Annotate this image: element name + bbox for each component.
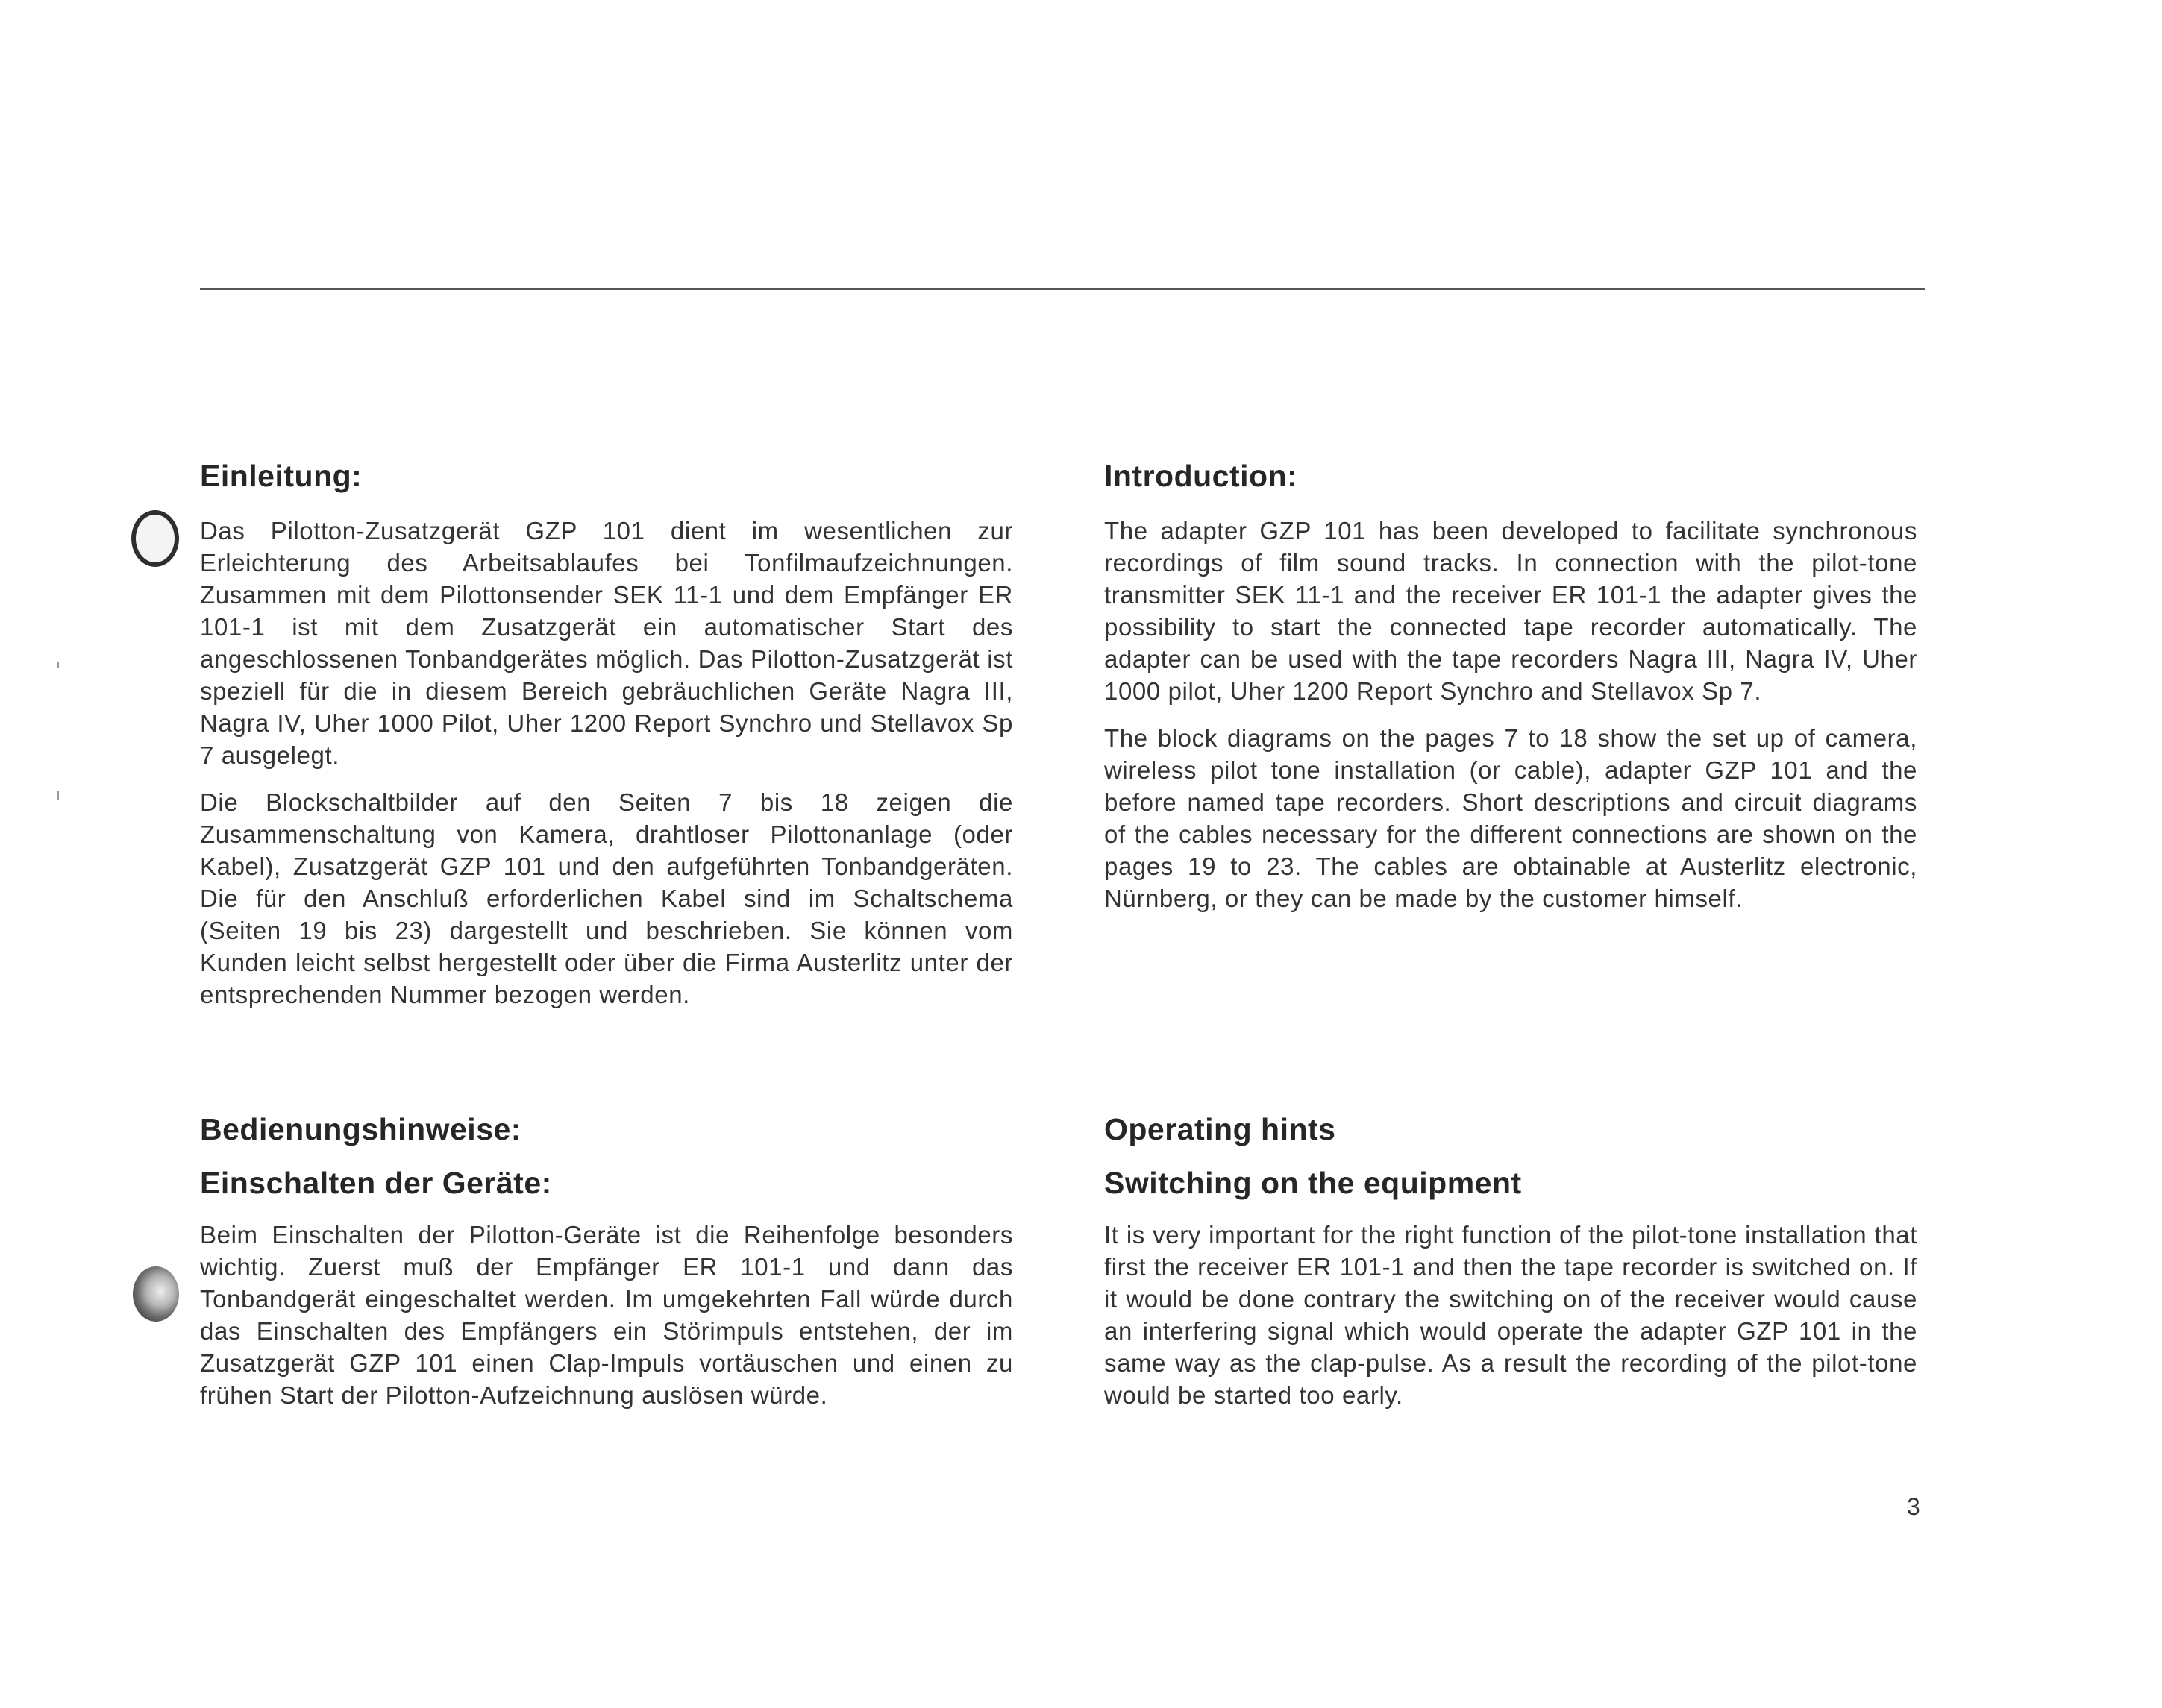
scan-speck: [57, 662, 59, 668]
english-intro-section: [1104, 455, 1917, 914]
german-switching-paragraph: Beim Einschalten der Pilotton-Geräte ist die Reihenfolge besonders wichtig. Zuerst muß der Empfänger ER 101-1 und dann das Tonbandgerät eingeschaltet werden. Im umgekehrten Fall würde durch das Einschalten des Empfängers ein Störimpuls entstehen, der im Zusatzgerät GZP 101 einen Clap-Impuls vortäuschen und einen zu frühen Start der Pilotton-Aufzeichnung auslösen würde.: [200, 1221, 1013, 1409]
german-operating-section: [200, 1108, 1013, 1411]
german-intro-paragraph-1: Das Pilotton-Zusatzgerät GZP 101 dient im wesentlichen zur Erleichterung des Arbeitsablaufes bei Tonfilmaufzeichnungen. Zusammen mit dem Pilottonsender SEK 11-1 und dem Empfänger ER 101-1 ist mit dem Zusatzgerät ein automatischer Start des angeschlossenen Tonbandgerätes möglich. Das Pilotton-Zusatzgerät ist speziell für die in diesem Bereich gebräuchlichen Geräte Nagra III, Nagra IV, Uher 1000 Pilot, Uher 1200 Report Synchro und Stellavox Sp 7 ausgelegt.: [200, 517, 1013, 769]
english-operating-section: [1104, 1108, 1917, 1411]
page-number: 3: [1907, 1493, 1920, 1520]
german-intro-paragraph-2: Die Blockschaltbilder auf den Seiten 7 bis 18 zeigen die Zusammenschaltung von Kamera, drahtloser Pilottonanlage (oder Kabel), Zusatzgerät GZP 101 und den aufgeführten Tonbandgeräten. Die für den Anschluß erforderlichen Kabel sind im Schaltschema (Seiten 19 bis 23) dargestellt und beschrieben. Sie können vom Kunden leicht selbst hergestellt oder über die Firma Austerlitz unter der entsprechenden Nummer bezogen werden.: [200, 788, 1013, 1008]
english-switching-heading: Switching on the equipment: [1104, 1166, 1522, 1200]
english-operating-heading: Operating hints: [1104, 1112, 1336, 1146]
punch-hole-icon: [131, 510, 179, 567]
german-intro-heading: Einleitung:: [200, 459, 363, 493]
punch-hole-icon: [133, 1266, 179, 1322]
german-intro-section: [200, 455, 1013, 1011]
scan-speck: [57, 791, 59, 800]
top-horizontal-rule: [200, 288, 1925, 290]
english-intro-paragraph-2: The block diagrams on the pages 7 to 18 show the set up of camera, wireless pilot tone installation (or cable), adapter GZP 101 and the before named tape recorders. Short descriptions and circuit diagrams of the cables necessary for the different connections are shown on the pages 19 to 23. The cables are obtainable at Austerlitz electronic, Nürnberg, or they can be made by the customer himself.: [1104, 724, 1917, 912]
german-switching-heading: Einschalten der Geräte:: [200, 1166, 552, 1200]
english-intro-heading: Introduction:: [1104, 459, 1298, 493]
english-switching-paragraph: It is very important for the right function of the pilot-tone installation that first the receiver ER 101-1 and then the tape recorder is switched on. If it would be done contrary the switching on of the receiver would cause an interfering signal which would operate the adapter GZP 101 in the same way as the clap-pulse. As a result the recording of the pilot-tone would be started too early.: [1104, 1221, 1917, 1409]
english-intro-paragraph-1: The adapter GZP 101 has been developed to facilitate synchronous recordings of film sound tracks. In connection with the pilot-tone transmitter SEK 11-1 and the receiver ER 101-1 the adapter gives the possibility to start the connected tape recorder automatically. The adapter can be used with the tape recorders Nagra III, Nagra IV, Uher 1000 pilot, Uher 1200 Report Synchro and Stellavox Sp 7.: [1104, 517, 1917, 705]
german-operating-heading: Bedienungshinweise:: [200, 1112, 521, 1146]
